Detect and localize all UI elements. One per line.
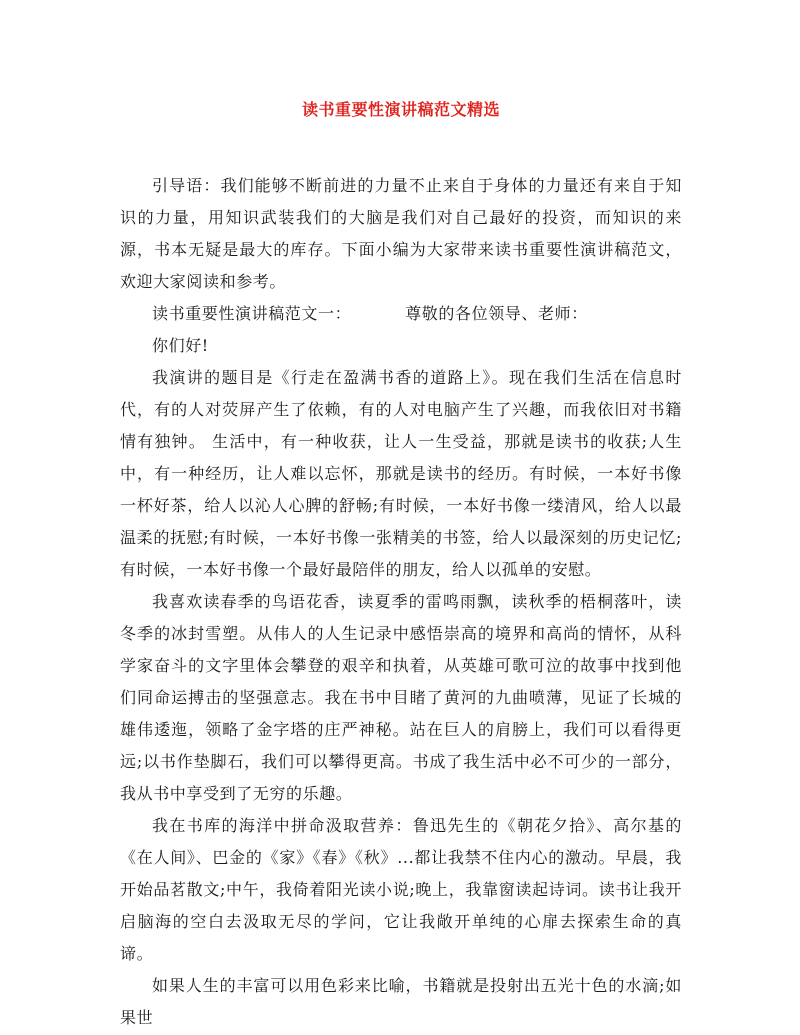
document-page [120,98,682,1034]
section-heading: 读书重要性演讲稿范文一： [152,304,352,323]
salutation: 尊敬的各位领导、老师： [405,304,588,323]
section-heading-line [120,298,682,330]
intro-paragraph: 引导语：我们能够不断前进的力量不止来自于身体的力量还有来自于知识的力量，用知识武装我们的大脑是我们对自己最好的投资，而知识的来源，书本无疑是最大的库存。下面小编为大家带来读书重要性演讲稿范文，欢迎大家阅读和参考。 [120,176,682,291]
body-paragraph: 我演讲的题目是《行走在盈满书香的道路上》。现在我们生活在信息时代，有的人对荧屏产生了依赖，有的人对电脑产生了兴趣，而我依旧对书籍情有独钟。 生活中，有一种收获，让人一生受益，那就是读书的收获;人生中，有一种经历，让人难以忘怀，那就是读书的经历。有时候，一本好书像一杯好茶，给人以沁人心脾的舒畅;有时候，一本好书像一缕清风，给人以最温柔的抚慰;有时候，一本好书像一张精美的书签，给人以最深刻的历史记忆;有时候，一本好书像一个最好最陪伴的朋友，给人以孤单的安慰。 [120,368,682,579]
body-paragraph: 我在书库的海洋中拼命汲取营养：鲁迅先生的《朝花夕拾》、高尔基的《在人间》、巴金的《家》《春》《秋》...都让我禁不住内心的激动。早晨，我开始品茗散文;中午，我倚着阳光读小说;晚上，我靠窗读起诗词。读书让我开启脑海的空白去汲取无尽的学问，它让我敞开单纯的心扉去探索生命的真谛。 [120,816,682,963]
greeting: 你们好! [152,336,209,355]
document-title: 读书重要性演讲稿范文精选 [301,100,500,119]
body-paragraph: 我喜欢读春季的鸟语花香，读夏季的雷鸣雨飘，读秋季的梧桐落叶，读冬季的冰封雪塑。从伟人的人生记录中感悟崇高的境界和高尚的情怀，从科学家奋斗的文字里体会攀登的艰辛和执着，从英雄可歌可泣的故事中找到他们同命运搏击的坚强意志。我在书中目睹了黄河的九曲喷薄，见证了长城的雄伟逶迤，领略了金字塔的庄严神秘。站在巨人的肩膀上，我们可以看得更远;以书作垫脚石，我们可以攀得更高。书成了我生活中必不可少的一部分，我从书中享受到了无穷的乐趣。 [120,592,682,803]
body-paragraph: 如果人生的丰富可以用色彩来比喻，书籍就是投射出五光十色的水滴;如果世 [120,976,682,1027]
